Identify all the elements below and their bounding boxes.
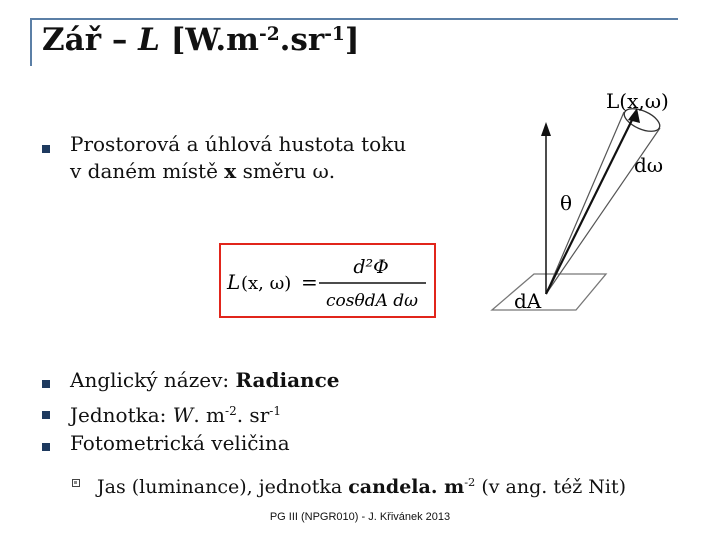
bullet-1-line-2 [70,159,335,184]
formula-equals: = [301,270,318,294]
subbullet-marker [72,479,80,487]
radiance-formula [221,245,434,316]
title-unit-mid: .sr [279,22,325,58]
bullet-marker [42,145,50,153]
title-unit-close: ] [344,22,360,58]
formula-lhs-args: (x, ω) [241,273,292,294]
sub1-pre: Jas (luminance), jednotka [97,475,349,498]
sub1-post: (v ang. též Nit) [475,475,627,498]
slide-footer: PG III (NPGR010) - J. Křivánek 2013 [269,511,451,523]
bullet-marker [42,380,50,388]
sub1-m: . m [430,475,465,498]
sub1-exp: -2 [464,475,476,489]
bullet-1-line-1: Prostorová a úhlová hustota toku [70,132,407,156]
b3-pre: Jednotka: [70,403,173,428]
b3-w: W [172,403,194,428]
formula-box [219,243,436,318]
label-area: dA [514,289,542,313]
radiance-diagram [484,82,720,314]
label-theta: θ [560,191,573,215]
b1-mid: směru [236,159,313,183]
sub1-bold: candela [348,475,431,498]
bullet-4: Fotometrická veličina [70,431,290,455]
b3-sr: . sr [236,403,270,428]
title-rule-horizontal [30,18,678,20]
b3-m: . m [193,403,226,428]
b2-value: Radiance [235,368,340,392]
title-lead: Zář – [42,22,139,58]
b2-label: Anglický název: [70,368,236,392]
b3-exp1: -2 [225,404,237,418]
b1-x: x [224,159,237,183]
b3-exp2: -1 [269,404,281,418]
title-exp1: -2 [258,23,280,45]
page-title [42,22,360,58]
b1-pre: v daném místě [70,159,225,183]
title-unit-open: [W.m [159,22,259,58]
subbullet-1 [97,470,626,500]
label-radiance: L(x,ω) [606,89,669,113]
title-exp2: -1 [324,23,345,45]
label-solid-angle: dω [634,153,664,177]
surface-patch [492,274,606,310]
title-symbol: L [138,22,160,58]
formula-denominator: cosθdA dω [325,291,419,311]
formula-numerator: d²Φ [353,256,389,278]
cone-edge-left [546,112,624,294]
formula-lhs-L: L [227,270,241,294]
b1-omega: ω [312,159,329,183]
b1-end: . [328,159,336,183]
bullet-2 [70,368,340,393]
bullet-3 [70,399,281,428]
title-rule-vertical [30,18,32,66]
bullet-marker [42,443,50,451]
normal-arrowhead [541,122,551,136]
bullet-marker [42,411,50,419]
